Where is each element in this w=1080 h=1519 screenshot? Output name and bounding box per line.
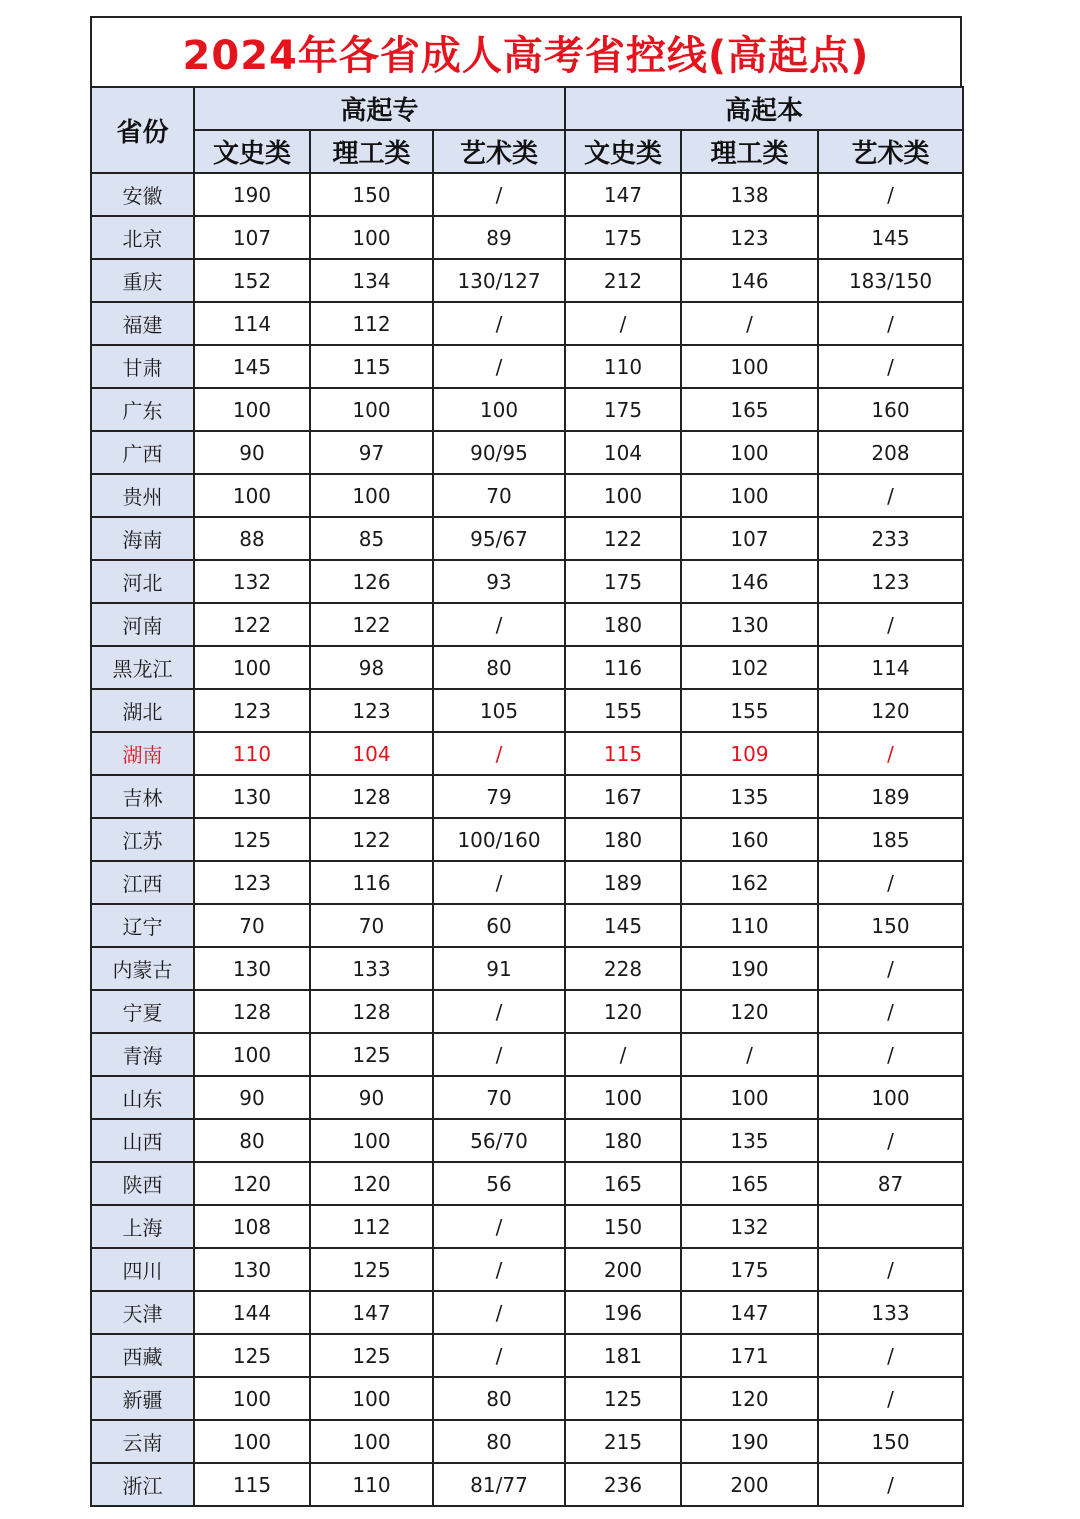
province-cell: 北京 — [91, 216, 194, 259]
table-row — [91, 904, 963, 947]
score-cell: 120 — [310, 1162, 433, 1205]
table-row — [91, 302, 963, 345]
table-row — [91, 1420, 963, 1463]
province-column-header: 省份 — [91, 87, 194, 173]
score-cell: / — [433, 861, 565, 904]
score-cell: 100 — [194, 1420, 310, 1463]
score-cell: 108 — [194, 1205, 310, 1248]
province-cell: 海南 — [91, 517, 194, 560]
score-cell: 60 — [433, 904, 565, 947]
score-cell: 122 — [194, 603, 310, 646]
score-cell: 100 — [194, 1033, 310, 1076]
score-cell: 116 — [565, 646, 681, 689]
score-cell: 125 — [310, 1033, 433, 1076]
score-cell: 56 — [433, 1162, 565, 1205]
province-cell: 云南 — [91, 1420, 194, 1463]
score-cell: 90/95 — [433, 431, 565, 474]
subheader-zhuan-yishu: 艺术类 — [433, 130, 565, 173]
score-cell: / — [565, 302, 681, 345]
province-cell: 福建 — [91, 302, 194, 345]
score-cell: 100 — [681, 431, 818, 474]
province-cell: 河南 — [91, 603, 194, 646]
score-cell: 56/70 — [433, 1119, 565, 1162]
score-cell: / — [818, 1119, 963, 1162]
score-cell: 120 — [681, 990, 818, 1033]
score-cell: / — [818, 1463, 963, 1506]
score-cell: / — [818, 1248, 963, 1291]
score-cell: 80 — [194, 1119, 310, 1162]
province-cell: 辽宁 — [91, 904, 194, 947]
score-cell: / — [818, 173, 963, 216]
score-cell: 130 — [194, 947, 310, 990]
score-cell: 90 — [310, 1076, 433, 1119]
table-row — [91, 689, 963, 732]
score-cell: 152 — [194, 259, 310, 302]
province-cell: 山西 — [91, 1119, 194, 1162]
score-cell: 200 — [565, 1248, 681, 1291]
table-row — [91, 1463, 963, 1506]
province-cell: 山东 — [91, 1076, 194, 1119]
score-cell: 70 — [310, 904, 433, 947]
score-cell: 215 — [565, 1420, 681, 1463]
province-cell: 青海 — [91, 1033, 194, 1076]
table-body — [91, 173, 963, 1506]
province-cell: 陕西 — [91, 1162, 194, 1205]
score-cell: 100 — [310, 1377, 433, 1420]
table-row — [91, 173, 963, 216]
score-cell: 123 — [194, 689, 310, 732]
score-cell: / — [433, 603, 565, 646]
score-cell: 189 — [565, 861, 681, 904]
score-cell: 81/77 — [433, 1463, 565, 1506]
score-cell: / — [818, 1334, 963, 1377]
table-row — [91, 1205, 963, 1248]
score-cell: 100 — [310, 216, 433, 259]
score-cell: 123 — [194, 861, 310, 904]
score-cell: 125 — [565, 1377, 681, 1420]
score-cell: 130 — [194, 1248, 310, 1291]
score-cell: / — [433, 173, 565, 216]
score-cell: 196 — [565, 1291, 681, 1334]
table-row — [91, 1291, 963, 1334]
score-cell: 93 — [433, 560, 565, 603]
province-cell: 浙江 — [91, 1463, 194, 1506]
score-cell: 147 — [681, 1291, 818, 1334]
score-cell: 100/160 — [433, 818, 565, 861]
score-cell: 130 — [681, 603, 818, 646]
table-row — [91, 732, 963, 775]
score-cell: 145 — [818, 216, 963, 259]
score-cell: 160 — [681, 818, 818, 861]
score-cell: / — [433, 1248, 565, 1291]
score-cell: 122 — [310, 818, 433, 861]
province-cell: 广东 — [91, 388, 194, 431]
subheader-ben-yishu: 艺术类 — [818, 130, 963, 173]
province-cell: 重庆 — [91, 259, 194, 302]
score-cell: 130/127 — [433, 259, 565, 302]
page-title: 2024年各省成人高考省控线(高起点) — [90, 16, 962, 86]
score-cell: 150 — [310, 173, 433, 216]
score-cell: 167 — [565, 775, 681, 818]
subheader-ben-wenshi: 文史类 — [565, 130, 681, 173]
score-cell: 128 — [194, 990, 310, 1033]
province-cell: 四川 — [91, 1248, 194, 1291]
table-row — [91, 990, 963, 1033]
table-row — [91, 259, 963, 302]
score-cell: 100 — [565, 474, 681, 517]
score-cell: 212 — [565, 259, 681, 302]
table-row — [91, 474, 963, 517]
score-cell: 128 — [310, 990, 433, 1033]
score-cell: 144 — [194, 1291, 310, 1334]
table-row — [91, 646, 963, 689]
score-cell: 125 — [194, 1334, 310, 1377]
score-cell: / — [818, 947, 963, 990]
score-cell: 135 — [681, 1119, 818, 1162]
score-cell: 171 — [681, 1334, 818, 1377]
score-cell: 91 — [433, 947, 565, 990]
score-cell: 107 — [194, 216, 310, 259]
score-cell: 107 — [681, 517, 818, 560]
province-cell: 广西 — [91, 431, 194, 474]
table-row — [91, 818, 963, 861]
score-cell: 114 — [194, 302, 310, 345]
score-cell: 100 — [194, 1377, 310, 1420]
score-cell: / — [565, 1033, 681, 1076]
score-table — [90, 86, 964, 1507]
score-cell: 175 — [681, 1248, 818, 1291]
province-cell: 新疆 — [91, 1377, 194, 1420]
score-cell: / — [433, 1205, 565, 1248]
score-cell: 80 — [433, 646, 565, 689]
score-cell: 145 — [565, 904, 681, 947]
table-row — [91, 431, 963, 474]
score-cell: 122 — [310, 603, 433, 646]
score-cell: 165 — [681, 1162, 818, 1205]
score-cell: / — [818, 603, 963, 646]
table-row — [91, 517, 963, 560]
score-cell: 181 — [565, 1334, 681, 1377]
score-cell: / — [433, 990, 565, 1033]
table-row — [91, 1033, 963, 1076]
score-cell: 88 — [194, 517, 310, 560]
score-cell: 162 — [681, 861, 818, 904]
province-cell: 河北 — [91, 560, 194, 603]
score-cell: / — [433, 732, 565, 775]
score-cell: 104 — [310, 732, 433, 775]
table-row — [91, 861, 963, 904]
province-cell: 上海 — [91, 1205, 194, 1248]
score-cell: 133 — [818, 1291, 963, 1334]
province-cell: 吉林 — [91, 775, 194, 818]
score-cell: 116 — [310, 861, 433, 904]
score-cell: 160 — [818, 388, 963, 431]
score-cell: 100 — [310, 474, 433, 517]
score-cell: 145 — [194, 345, 310, 388]
score-cell: / — [818, 302, 963, 345]
score-cell: / — [433, 1033, 565, 1076]
score-cell: 190 — [194, 173, 310, 216]
score-cell: / — [818, 474, 963, 517]
score-cell: / — [433, 1334, 565, 1377]
score-cell: 100 — [681, 345, 818, 388]
province-cell: 宁夏 — [91, 990, 194, 1033]
score-cell: 115 — [565, 732, 681, 775]
score-cell: 132 — [194, 560, 310, 603]
score-cell: 100 — [310, 1420, 433, 1463]
score-cell: / — [681, 1033, 818, 1076]
score-cell: 89 — [433, 216, 565, 259]
score-cell: 134 — [310, 259, 433, 302]
score-cell: 100 — [818, 1076, 963, 1119]
score-cell: 100 — [310, 388, 433, 431]
province-cell: 湖北 — [91, 689, 194, 732]
table-row — [91, 1377, 963, 1420]
score-cell: 79 — [433, 775, 565, 818]
province-cell: 湖南 — [91, 732, 194, 775]
score-cell: 80 — [433, 1420, 565, 1463]
score-cell: 138 — [681, 173, 818, 216]
score-cell: 87 — [818, 1162, 963, 1205]
province-cell: 黑龙江 — [91, 646, 194, 689]
score-cell: 175 — [565, 388, 681, 431]
score-cell: 125 — [310, 1334, 433, 1377]
score-cell: / — [433, 302, 565, 345]
table-row — [91, 560, 963, 603]
score-cell: 120 — [565, 990, 681, 1033]
score-cell: 102 — [681, 646, 818, 689]
table-row — [91, 1076, 963, 1119]
score-cell: 110 — [310, 1463, 433, 1506]
score-cell: 104 — [565, 431, 681, 474]
score-cell: 95/67 — [433, 517, 565, 560]
score-cell: 100 — [194, 388, 310, 431]
score-cell: 85 — [310, 517, 433, 560]
score-cell: 128 — [310, 775, 433, 818]
score-cell: 70 — [194, 904, 310, 947]
score-cell: 98 — [310, 646, 433, 689]
score-cell: 155 — [565, 689, 681, 732]
score-cell: 115 — [194, 1463, 310, 1506]
score-cell: 70 — [433, 1076, 565, 1119]
score-cell: / — [818, 345, 963, 388]
score-cell: 236 — [565, 1463, 681, 1506]
score-cell: 126 — [310, 560, 433, 603]
table-row — [91, 345, 963, 388]
score-cell: 208 — [818, 431, 963, 474]
score-cell: 100 — [194, 646, 310, 689]
score-cell: 100 — [433, 388, 565, 431]
score-cell: 175 — [565, 560, 681, 603]
subheader-zhuan-wenshi: 文史类 — [194, 130, 310, 173]
score-cell: 132 — [681, 1205, 818, 1248]
score-cell: 123 — [310, 689, 433, 732]
score-cell: / — [681, 302, 818, 345]
table-row — [91, 1162, 963, 1205]
score-cell: 190 — [681, 1420, 818, 1463]
score-cell: / — [818, 1377, 963, 1420]
score-cell: 90 — [194, 1076, 310, 1119]
score-cell: / — [818, 732, 963, 775]
province-cell: 安徽 — [91, 173, 194, 216]
score-cell: 100 — [681, 474, 818, 517]
score-cell: 228 — [565, 947, 681, 990]
score-cell: 120 — [818, 689, 963, 732]
score-cell: 112 — [310, 302, 433, 345]
score-cell: / — [433, 345, 565, 388]
score-cell: 180 — [565, 818, 681, 861]
score-cell: 123 — [681, 216, 818, 259]
province-cell: 内蒙古 — [91, 947, 194, 990]
score-cell: 105 — [433, 689, 565, 732]
score-cell: 122 — [565, 517, 681, 560]
score-cell: 190 — [681, 947, 818, 990]
score-cell: 185 — [818, 818, 963, 861]
score-cell: 146 — [681, 560, 818, 603]
table-row — [91, 775, 963, 818]
score-cell: 120 — [194, 1162, 310, 1205]
score-cell: 183/150 — [818, 259, 963, 302]
score-cell: 70 — [433, 474, 565, 517]
table-row — [91, 1248, 963, 1291]
score-cell: 165 — [565, 1162, 681, 1205]
score-cell: 114 — [818, 646, 963, 689]
score-cell: 112 — [310, 1205, 433, 1248]
score-cell: 125 — [310, 1248, 433, 1291]
table-row — [91, 388, 963, 431]
score-cell: 110 — [565, 345, 681, 388]
group-header-gaoqizhuan: 高起专 — [194, 87, 565, 130]
score-cell: 135 — [681, 775, 818, 818]
score-cell: 100 — [565, 1076, 681, 1119]
table-row — [91, 1334, 963, 1377]
score-cell: 100 — [681, 1076, 818, 1119]
province-cell: 甘肃 — [91, 345, 194, 388]
group-header-gaoqiben: 高起本 — [565, 87, 963, 130]
score-cell: 175 — [565, 216, 681, 259]
score-cell: 120 — [681, 1377, 818, 1420]
score-cell: 100 — [194, 474, 310, 517]
score-cell: 100 — [310, 1119, 433, 1162]
subheader-zhuan-ligong: 理工类 — [310, 130, 433, 173]
score-cell: 146 — [681, 259, 818, 302]
score-cell: 90 — [194, 431, 310, 474]
table-row — [91, 1119, 963, 1162]
score-sheet — [90, 16, 962, 1507]
table-row — [91, 603, 963, 646]
score-cell: 200 — [681, 1463, 818, 1506]
score-cell: 110 — [681, 904, 818, 947]
score-cell: 165 — [681, 388, 818, 431]
province-cell: 江西 — [91, 861, 194, 904]
score-cell: 110 — [194, 732, 310, 775]
score-cell: 180 — [565, 1119, 681, 1162]
table-row — [91, 947, 963, 990]
score-cell: / — [818, 1033, 963, 1076]
score-cell: 150 — [818, 1420, 963, 1463]
score-cell: 123 — [818, 560, 963, 603]
score-cell: / — [818, 990, 963, 1033]
score-cell: 233 — [818, 517, 963, 560]
province-cell: 西藏 — [91, 1334, 194, 1377]
score-cell: 180 — [565, 603, 681, 646]
score-cell: 189 — [818, 775, 963, 818]
score-cell: 150 — [565, 1205, 681, 1248]
score-cell: 109 — [681, 732, 818, 775]
score-cell — [818, 1205, 963, 1248]
score-cell: 155 — [681, 689, 818, 732]
score-cell: / — [818, 861, 963, 904]
score-cell: / — [433, 1291, 565, 1334]
subheader-ben-ligong: 理工类 — [681, 130, 818, 173]
score-cell: 147 — [310, 1291, 433, 1334]
score-cell: 97 — [310, 431, 433, 474]
score-cell: 150 — [818, 904, 963, 947]
score-cell: 130 — [194, 775, 310, 818]
score-cell: 80 — [433, 1377, 565, 1420]
score-cell: 147 — [565, 173, 681, 216]
province-cell: 天津 — [91, 1291, 194, 1334]
province-cell: 江苏 — [91, 818, 194, 861]
score-cell: 133 — [310, 947, 433, 990]
score-cell: 125 — [194, 818, 310, 861]
province-cell: 贵州 — [91, 474, 194, 517]
table-row — [91, 216, 963, 259]
score-cell: 115 — [310, 345, 433, 388]
